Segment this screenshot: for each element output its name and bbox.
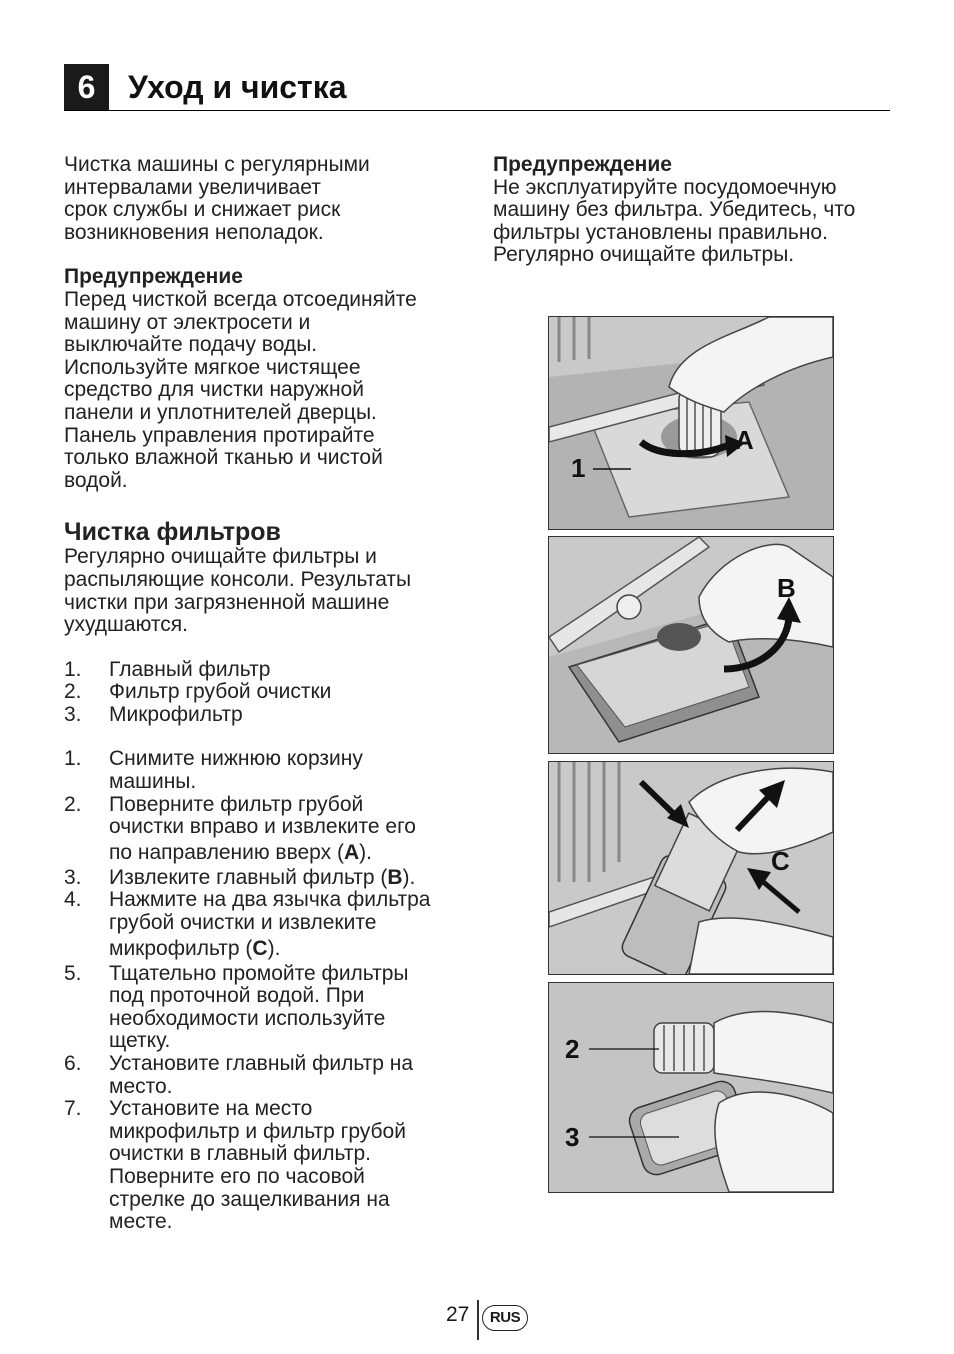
step-item: 1. Снимите нижнюю корзину машины. (64, 747, 363, 794)
filters-heading: Чистка фильтров (64, 518, 281, 547)
list-item: 3. Микрофильтр (64, 702, 243, 726)
arrow-label-b: B (777, 573, 796, 603)
right-column: Предупреждение Не эксплуатируйте посудомоечную машину без фильтра. Убедитесь, что фильтры установлены правильно. Регулярно очищайте фильтры. (493, 154, 893, 267)
callout-3: 3 (565, 1122, 580, 1152)
figure-filter-parts (548, 982, 834, 1193)
footer-divider (477, 1300, 479, 1340)
figure-remove-microfilter (548, 761, 834, 975)
step-item: 2. Поверните фильтр грубой очистки вправо и извлеките его по направлению вверх (A). (64, 792, 416, 864)
step-item: 7. Установите на место микрофильтр и фильтр грубой очистки в главный фильтр. Поверните его по часовой стрелке до защелкивания на месте. (64, 1097, 406, 1234)
cleaning-warning: Предупреждение Перед чисткой всегда отсоединяйте машину от электросети и выключайте подачу воды. Используйте мягкое чистящее средство для чистки наружной панели и уплотнителей дверцы. Панель управления протирайте только влажной тканью и чистой водой. (64, 266, 484, 492)
callout-2: 2 (565, 1034, 580, 1064)
step-item: 5. Тщательно промойте фильтры под проточной водой. При необходимости используйте щетку. (64, 961, 409, 1053)
step-item: 3. Извлеките главный фильтр (B). (64, 865, 416, 889)
left-column (64, 154, 484, 1234)
list-item: 1. Главный фильтр (64, 657, 271, 681)
arrow-label-c: C (771, 846, 790, 876)
figure-remove-main-filter (548, 536, 834, 754)
callout-1: 1 (571, 453, 586, 483)
section-number: 6 (64, 64, 109, 110)
section-header (64, 64, 890, 111)
warning-title: Предупреждение (64, 265, 243, 289)
list-item: 2. Фильтр грубой очистки (64, 680, 332, 704)
parts-list (64, 659, 484, 727)
warning-title: Предупреждение (493, 153, 672, 176)
page-number: 27 (446, 1303, 470, 1326)
step-item: 6. Установите главный фильтр на место. (64, 1052, 414, 1098)
intro-paragraph: Чистка машины с регулярными интервалами увеличивает срок службы и снижает риск возникновения неполадок. (64, 153, 370, 244)
filters-intro: Регулярно очищайте фильтры и распыляющие консоли. Результаты чистки при загрязненной машине ухудшаются. (64, 545, 412, 637)
steps-list (64, 748, 484, 1233)
language-badge: RUS (482, 1305, 528, 1331)
section-title: Уход и чистка (128, 69, 347, 105)
step-item: 4. Нажмите на два язычка фильтра грубой очистки и извлеките микрофильтр (C). (64, 888, 431, 960)
arrow-label-a: A (735, 425, 754, 455)
figure-remove-coarse-filter (548, 316, 834, 530)
